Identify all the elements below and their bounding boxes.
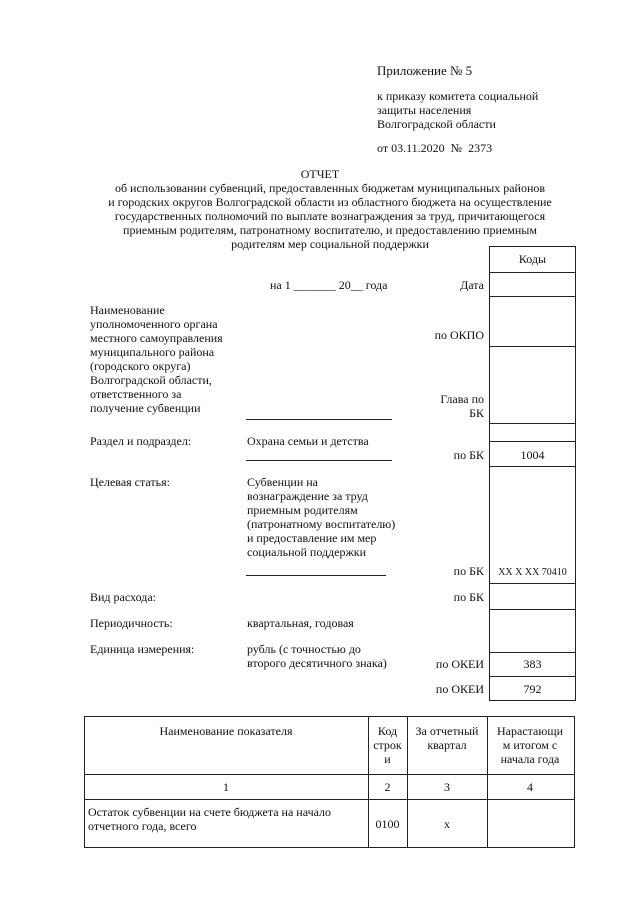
col-header-name: Наименование показателя — [159, 724, 293, 738]
col-number-1: 1 — [223, 780, 229, 794]
okei-label-1: по ОКЕИ — [435, 657, 484, 671]
target-value: Субвенции на вознаграждение за труд приемным родителям (патронатному воспитателю) и предоставление им мер социальной поддержки — [247, 475, 396, 559]
target-label: Целевая статья: — [90, 475, 170, 489]
target-code: XX X XX 70410 — [498, 567, 567, 578]
order-date-line — [377, 141, 492, 155]
section-label: Раздел и подраздел: — [90, 434, 192, 448]
subtitle-line: родителям мер социальной поддержки — [231, 237, 429, 251]
expense-code-label: по БК — [453, 590, 484, 604]
unit-value: рубль (с точностью до второго десятичного знака) — [247, 642, 387, 670]
org-name-input[interactable] — [246, 419, 392, 420]
subtitle-line: приемным родителям, патронатному воспитателю, и предоставлению приемным — [123, 223, 537, 237]
subtitle-line: государственных полномочий по выплате вознаграждения за труд, причитающегося — [114, 209, 546, 223]
report-date-line: на 1 _______ 20__ года — [270, 278, 388, 292]
col-number-4: 4 — [527, 780, 533, 794]
codes-column — [489, 246, 576, 701]
expense-label: Вид расхода: — [90, 590, 156, 604]
order-line-2: защиты населения — [377, 103, 472, 117]
subtitle-line: об использовании субвенций, предоставленных бюджетам муниципальных районов — [114, 181, 546, 195]
report-subtitle — [60, 181, 600, 251]
section-code: 1004 — [520, 448, 545, 462]
okei-label-2: по ОКЕИ — [435, 682, 484, 696]
okei-code-1: 383 — [523, 657, 542, 671]
periodicity-value: квартальная, годовая — [247, 616, 354, 630]
order-line-1: к приказу комитета социальной — [377, 89, 539, 103]
org-label: Наименование уполномоченного органа местного самоуправления муниципального района (городского округа) Волгоградской области, ответственного за получение субвенции — [90, 303, 223, 415]
order-date: 03.11.2020 — [391, 141, 445, 155]
order-number: 2373 — [468, 141, 493, 155]
okpo-label: по ОКПО — [434, 328, 484, 342]
date-prefix: от — [377, 141, 389, 155]
col-number-3: 3 — [444, 780, 450, 794]
subtitle-line: и городских округов Волгоградской области из областного бюджета на осуществление — [108, 195, 552, 209]
table-row-quarter: х — [444, 817, 450, 831]
glava-label: Глава по БК — [440, 392, 484, 420]
order-line-3: Волгоградской области — [377, 117, 496, 131]
number-prefix: № — [450, 141, 463, 155]
col-header-cumulative: Нарастающи м итогом с начала года — [497, 724, 563, 766]
date-label: Дата — [460, 278, 484, 292]
unit-label: Единица измерения: — [90, 642, 195, 656]
okei-code-2: 792 — [523, 682, 542, 696]
col-header-quarter: За отчетный квартал — [415, 724, 479, 752]
section-code-label: по БК — [453, 448, 484, 462]
report-title: ОТЧЕТ — [300, 167, 340, 181]
table-row-name: Остаток субвенции на счете бюджета на начало отчетного года, всего — [88, 805, 332, 833]
table-row-code: 0100 — [375, 817, 400, 831]
section-underline — [246, 460, 392, 461]
periodicity-label: Периодичность: — [90, 616, 173, 630]
col-header-code: Код строк и — [373, 724, 402, 766]
section-value: Охрана семьи и детства — [247, 434, 369, 448]
codes-header: Коды — [518, 252, 547, 266]
target-underline — [246, 575, 386, 576]
target-code-label: по БК — [453, 564, 484, 578]
col-number-2: 2 — [384, 780, 391, 794]
appendix-title: Приложение № 5 — [377, 63, 473, 78]
